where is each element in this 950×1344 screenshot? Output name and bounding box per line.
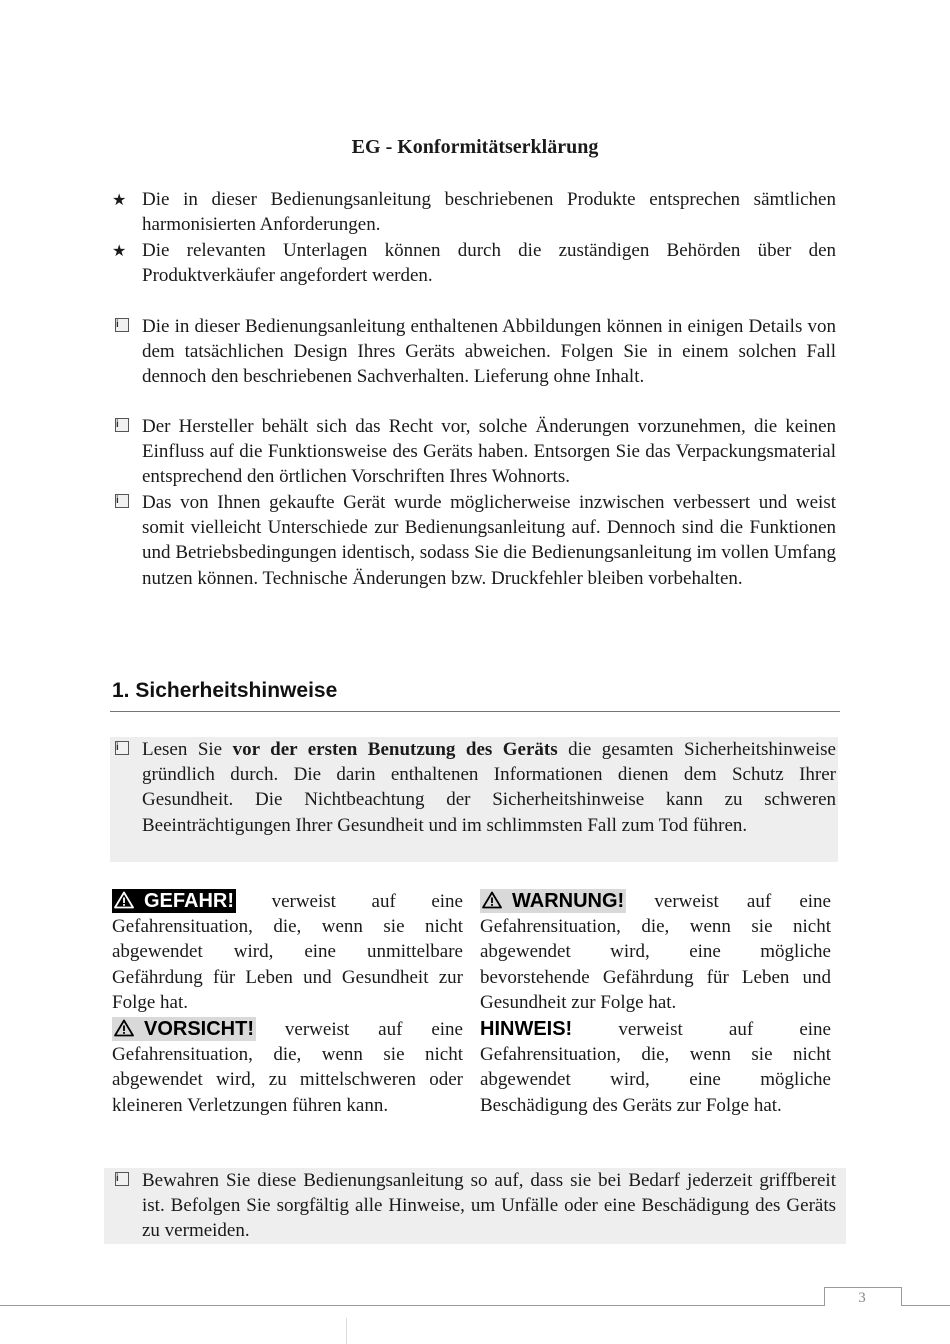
signal-danger	[112, 889, 463, 1015]
info-icon: i	[115, 1172, 129, 1186]
heading-rule	[110, 711, 840, 712]
keep-note	[116, 1168, 836, 1244]
safety-intro-bold: vor der ersten Benutzung des Geräts	[232, 739, 558, 760]
signal-notice	[480, 1017, 831, 1118]
conformity-item	[112, 187, 836, 237]
info-note-text: Die in dieser Bedienungsanleitung enthaltenen Abbildungen können in einigen Details von dem tatsächlichen Design Ihres Geräts abweichen. Folgen Sie in einem solchen Fall dennoch den beschriebenen Sachverhalten. Lieferung ohne Inhalt.	[142, 316, 836, 388]
notice-label: HINWEIS!	[480, 1018, 573, 1040]
info-icon: i	[115, 741, 129, 755]
caution-badge	[112, 1017, 256, 1041]
danger-label: GEFAHR!	[144, 890, 234, 912]
info-icon: i	[115, 418, 129, 432]
footer-mark	[346, 1318, 347, 1344]
signal-warning	[480, 889, 831, 1015]
signal-caution	[112, 1017, 463, 1118]
conformity-item-text: Die in dieser Bedienungsanleitung beschriebenen Produkte entsprechen sämtlichen harmonisierten Anforderungen.	[142, 189, 836, 236]
conformity-item-text: Die relevanten Unterlagen können durch die zuständigen Behörden über den Produktverkäufer angefordert werden.	[142, 240, 836, 287]
notice-badge	[480, 1017, 572, 1041]
caution-text: verweist auf eine Gefahrensituation, die, wenn sie nicht abgewendet wird, zu mittelschweren oder kleineren Verletzungen führen kann.	[112, 1019, 463, 1116]
keep-note-text: Bewahren Sie diese Bedienungsanleitung so auf, dass sie bei Bedarf jederzeit griffbereit ist. Befolgen Sie sorgfältig alle Hinweise, um Unfälle oder eine Beschädigung des Geräts zu vermeiden.	[142, 1170, 836, 1242]
star-icon: ★	[112, 190, 127, 209]
info-note-text: Das von Ihnen gekaufte Gerät wurde möglicherweise inzwischen verbessert und weist somit vielleicht Unterschiede zur Bedienungsanleitung auf. Dennoch sind die Funktionen und Betriebsbedingungen identisch, sodass Sie die Bedienungsanleitung im vollen Umfang nutzen können. Technische Änderungen bzw. Druckfehler bleiben vorbehalten.	[142, 492, 836, 589]
info-icon: i	[115, 494, 129, 508]
star-icon: ★	[112, 241, 127, 260]
footer-rule	[0, 1305, 950, 1306]
warning-badge	[480, 889, 626, 913]
caution-label: VORSICHT!	[144, 1018, 254, 1040]
notice-text: verweist auf eine Gefahrensituation, die, wenn sie nicht abgewendet wird, eine mögliche Beschädigung des Geräts zur Folge hat.	[480, 1019, 831, 1116]
page-title: EG - Konformitätserklärung	[351, 136, 599, 158]
safety-intro-post: die gesamten Sicherheitshinweise gründlich durch. Die darin enthaltenen Informationen dienen dem Schutz Ihrer Gesundheit. Die Nichtbeachtung der Sicherheitshinweise kann zu schweren Beeinträchtigungen Ihrer Gesundheit und im schlimmsten Fall zum Tod führen.	[142, 739, 836, 836]
info-note	[116, 490, 836, 591]
warning-triangle-icon	[114, 1019, 134, 1037]
warning-text: verweist auf eine Gefahrensituation, die, wenn sie nicht abgewendet wird, eine mögliche bevorstehende Gefährdung für Leben und Gesundheit zur Folge hat.	[480, 891, 831, 1013]
danger-badge	[112, 889, 236, 913]
danger-text: verweist auf eine Gefahrensituation, die, wenn sie nicht abgewendet wird, eine unmittelbare Gefährdung für Leben und Gesundheit zur Folge hat.	[112, 891, 463, 1013]
info-icon: i	[115, 318, 129, 332]
warning-label: WARNUNG!	[512, 890, 625, 912]
conformity-item	[112, 238, 836, 288]
safety-intro-pre: Lesen Sie	[142, 739, 233, 760]
warning-triangle-icon	[482, 891, 502, 909]
warning-triangle-icon	[114, 891, 134, 909]
safety-intro	[116, 737, 836, 838]
section-heading: 1. Sicherheitshinweise	[112, 679, 338, 702]
info-note	[116, 314, 836, 390]
page-number: 3	[858, 1290, 866, 1306]
info-note-text: Der Hersteller behält sich das Recht vor, solche Änderungen vorzunehmen, die keinen Einfluss auf die Funktionsweise des Geräts haben. Entsorgen Sie das Verpackungsmaterial entsprechend den örtlichen Vorschriften Ihres Wohnorts.	[142, 416, 836, 488]
info-note	[116, 414, 836, 490]
